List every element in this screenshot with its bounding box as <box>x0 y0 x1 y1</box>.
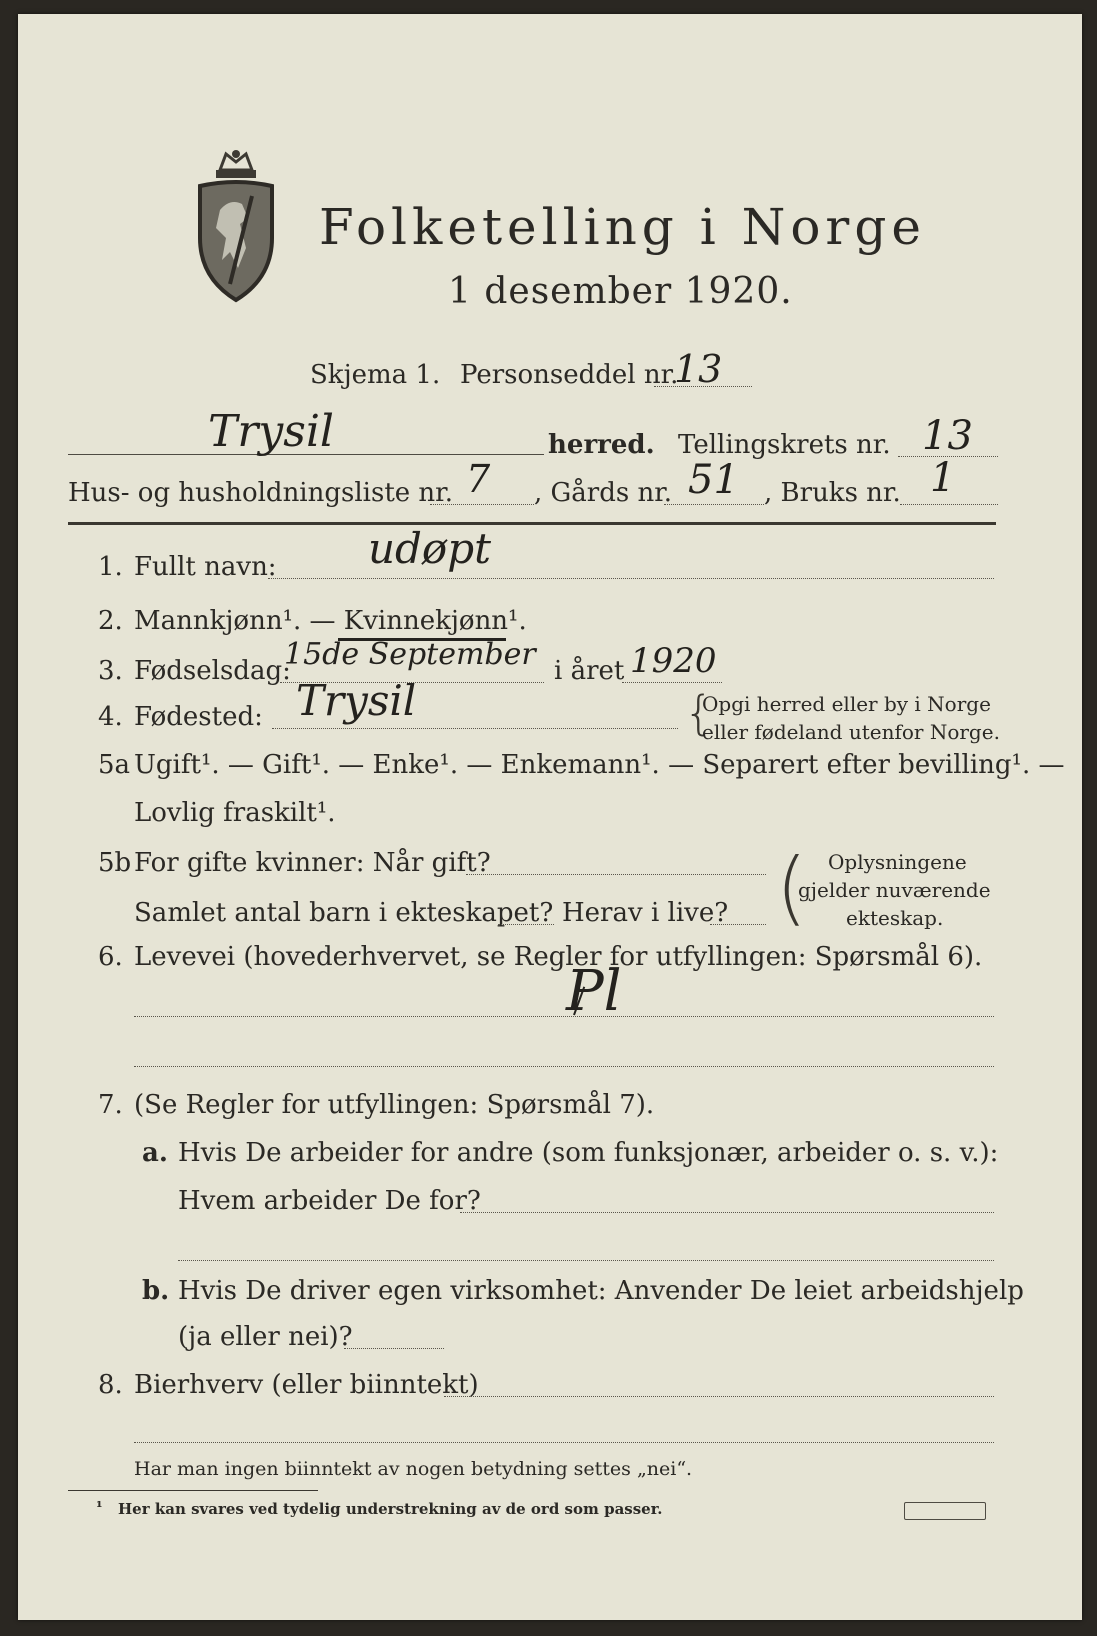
bruks-label: , Bruks nr. <box>764 478 901 508</box>
q3-year-line <box>622 682 722 683</box>
coat-of-arms-icon <box>190 148 282 308</box>
q5b-line1: For gifte kvinner: Når gift? <box>134 848 491 878</box>
q2-label: Mannkjønn¹. — Kvinnekjønn¹. <box>134 606 527 636</box>
header-divider <box>68 522 996 525</box>
q4-note-line2: eller fødeland utenfor Norge. <box>702 720 1000 744</box>
personseddel-value[interactable]: 13 <box>674 347 723 391</box>
hus-line <box>430 504 534 505</box>
census-date: 1 desember 1920. <box>448 271 793 312</box>
q7-number: 7. <box>98 1090 123 1120</box>
q4-label: Fødested: <box>134 702 263 732</box>
hus-value[interactable]: 7 <box>466 457 491 501</box>
q1-number: 1. <box>98 552 123 582</box>
q7a-line2: Hvem arbeider De for? <box>178 1186 481 1216</box>
q4-note-line1: Opgi herred eller by i Norge <box>702 692 991 716</box>
footnote-mark: ¹ <box>96 1498 103 1516</box>
q4-line <box>272 728 678 729</box>
q4-value[interactable]: Trysil <box>296 676 417 725</box>
personseddel-label: Personseddel nr. <box>460 360 679 390</box>
q5b-number: 5b <box>98 848 132 878</box>
q6-value[interactable]: Pl <box>566 959 622 1024</box>
q7a-line1: Hvis De arbeider for andre (som funksjonær, arbeider o. s. v.): <box>178 1138 999 1168</box>
q1-label: Fullt navn: <box>134 552 277 582</box>
q8-note: Har man ingen biinntekt av nogen betydning settes „nei“. <box>134 1458 693 1480</box>
printer-mark <box>904 1502 986 1520</box>
tellingskrets-value[interactable]: 13 <box>922 413 973 459</box>
footnote-text: Her kan svares ved tydelig understrekning av de ord som passer. <box>118 1500 663 1518</box>
q8-number: 8. <box>98 1370 123 1400</box>
q5b-gift-line <box>466 874 766 875</box>
q7b-line <box>344 1348 444 1349</box>
herred-label: herred. <box>548 430 655 460</box>
gards-value[interactable]: 51 <box>688 457 739 503</box>
footnote-divider <box>68 1490 318 1491</box>
q7b-line2: (ja eller nei)? <box>178 1322 353 1352</box>
q3-year-value[interactable]: 1920 <box>630 641 717 681</box>
q6-line2 <box>134 1066 994 1067</box>
bruks-line <box>900 504 998 505</box>
q5b-note-bracket: ( <box>776 841 808 934</box>
q7a-line <box>460 1212 994 1213</box>
q5a-number: 5a <box>98 750 131 780</box>
q1-line <box>268 578 994 579</box>
skjema-label: Skjema 1. <box>310 360 441 390</box>
form-title: Folketelling i Norge <box>319 198 926 256</box>
q8-extra-line <box>134 1442 994 1443</box>
q7-label: (Se Regler for utfyllingen: Spørsmål 7). <box>134 1090 655 1120</box>
q3-year-label: i året <box>554 656 625 686</box>
gards-line <box>664 504 764 505</box>
q6-label: Levevei (hovederhvervet, se Regler for utfyllingen: Spørsmål 6). <box>134 942 983 972</box>
q3-number: 3. <box>98 656 123 686</box>
q5b-line2a: Samlet antal barn i ekteskapet? <box>134 898 554 928</box>
q5a-line2: Lovlig fraskilt¹. <box>134 798 336 828</box>
q7a-extra-line <box>178 1260 994 1261</box>
q3-value[interactable]: 15de September <box>284 637 536 672</box>
q7b-number: b. <box>142 1276 170 1306</box>
q8-line <box>444 1396 994 1397</box>
q7b-line1: Hvis De driver egen virksomhet: Anvender De leiet arbeidshjelp <box>178 1276 1024 1306</box>
q3-label: Fødselsdag: <box>134 656 291 686</box>
q5b-note-line1: Oplysningene <box>828 850 967 874</box>
hus-label: Hus- og husholdningsliste nr. <box>68 478 454 508</box>
q7a-number: a. <box>142 1138 168 1168</box>
q6-line1 <box>134 1016 994 1017</box>
q5b-barn-line <box>498 924 554 925</box>
herred-value[interactable]: Trysil <box>208 406 334 457</box>
census-form-sheet <box>18 14 1082 1620</box>
bruks-value[interactable]: 1 <box>930 455 956 501</box>
q5b-note-line2: gjelder nuværende <box>798 878 991 902</box>
q5b-note-line3: ekteskap. <box>846 906 944 930</box>
q5a-line1: Ugift¹. — Gift¹. — Enke¹. — Enkemann¹. — Separert efter bevilling¹. — <box>134 750 1065 780</box>
q4-note-bracket: { <box>684 686 714 740</box>
gards-label: , Gårds nr. <box>534 478 673 508</box>
q6-number: 6. <box>98 942 123 972</box>
q5b-live-line <box>710 924 766 925</box>
q5b-line2b: Herav i live? <box>562 898 729 928</box>
tellingskrets-label: Tellingskrets nr. <box>678 430 891 460</box>
q2-number: 2. <box>98 606 123 636</box>
q8-label: Bierhverv (eller biinntekt) <box>134 1370 479 1400</box>
q4-number: 4. <box>98 702 123 732</box>
q1-value[interactable]: udøpt <box>368 524 491 573</box>
